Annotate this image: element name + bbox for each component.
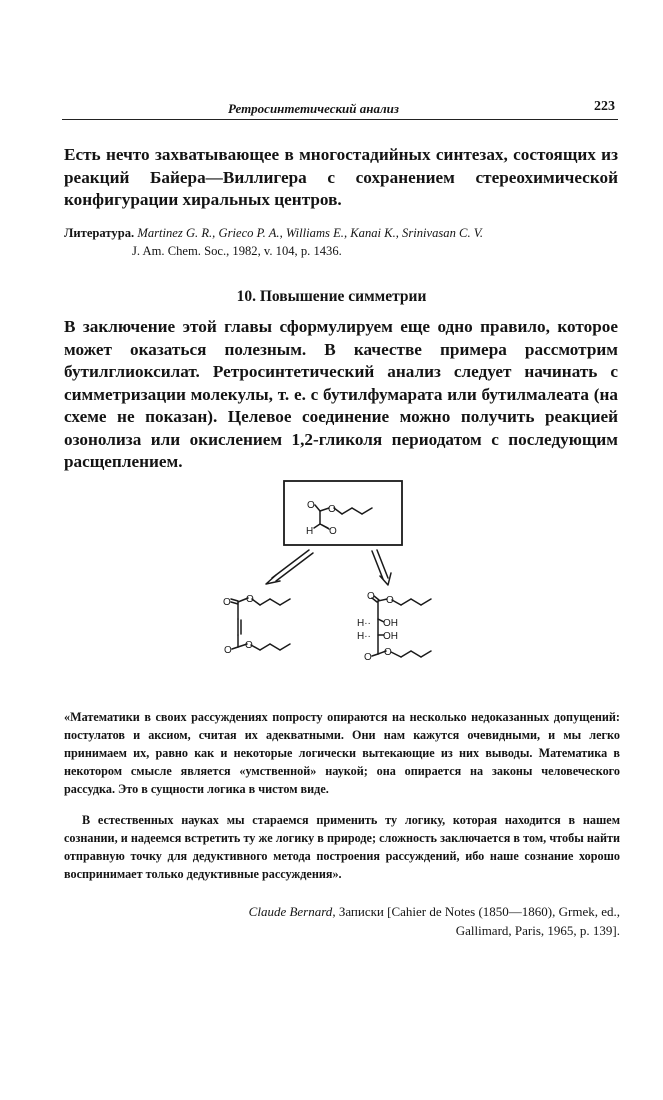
epigraph-paragraph-1: «Математики в своих рассуждениях попросту опираются на несколько недоказанных допущений: постулатов и аксиом, считая их адекватными. Они нам кажутся очевидными, и мы легко принимаем их, равно как и некоторые логически вытекающие из них выводы. Математика в некотором смысле является «умственной» наукой; она опирается на законы человеческого рассудка. Это в сущности логика в чистом виде. [64,710,620,796]
atom-label: H·· [357,618,371,629]
atom-label: OH [383,618,398,629]
atom-label: O [307,500,315,511]
section-heading: 10. Повышение симметрии [236,288,427,305]
literature-label: Литература. [64,226,135,240]
epigraph-citation [64,902,620,940]
atom-label: O [224,645,232,656]
literature-authors: Martinez G. R., Grieco P. A., Williams E., Kanai K., Srinivasan C. V. [137,226,483,240]
citation-line-1: , Записки [Cahier de Notes (1850—1860), Grmek, ed., [332,904,620,919]
atom-label: O [245,640,253,651]
atom-label: H·· [357,631,371,642]
atom-label: O [329,526,337,537]
page-number: 223 [594,99,615,114]
retrosynthesis-scheme [196,478,480,686]
intro-paragraph: Есть нечто захватывающее в многостадийных синтезах, состоящих из реакций Байера—Виллигера с сохранением стереохимической конфигурации хиральных центров. [64,145,618,209]
atom-label: H [306,526,314,537]
body-paragraph: В заключение этой главы сформулируем еще одно правило, которое может оказаться полезным. В качестве примера рассмотрим бутилглиоксилат. Ретросинтетический анализ следует начинать с симметризации молекулы, т. е. с бутилфумарата или бутилмалеата (на схеме не показан). Целевое соединение можно получить реакцией озонолиза или окислением 1,2-гликоля периодатом с последующим расщеплением. [64,317,618,471]
atom-label: O [328,504,336,515]
header-rule [62,119,618,120]
retro-arrow-right [372,550,391,585]
butyl-tartrate-structure [372,596,431,657]
literature-reference [64,224,620,260]
atom-label: O [384,647,392,658]
quote-author: Claude Bernard [248,904,333,919]
citation-line-2: Gallimard, Paris, 1965, p. 139]. [455,923,620,938]
atom-label: O [364,652,372,663]
atom-label: O [386,595,394,606]
retro-arrow-left [266,550,313,584]
atom-label: O [246,594,254,605]
atom-label: O [367,591,375,602]
atom-label: O [223,597,231,608]
epigraph-paragraph-2: В естественных науках мы стараемся применить ту логику, которая находится в нашем сознании, и надеемся встретить ту же логику в природе; сложность заключается в том, чтобы найти отправную точку для дедуктивного метода построения рассуждений, ибо наше сознание хорошо воспринимает только дедуктивные рассуждения». [64,813,620,881]
literature-source: J. Am. Chem. Soc., 1982, v. 104, p. 1436. [132,244,342,258]
atom-label: OH [383,631,398,642]
running-title: Ретросинтетический анализ [228,101,399,116]
butyl-glyoxylate-structure [314,505,372,529]
butyl-fumarate-structure [231,598,290,650]
